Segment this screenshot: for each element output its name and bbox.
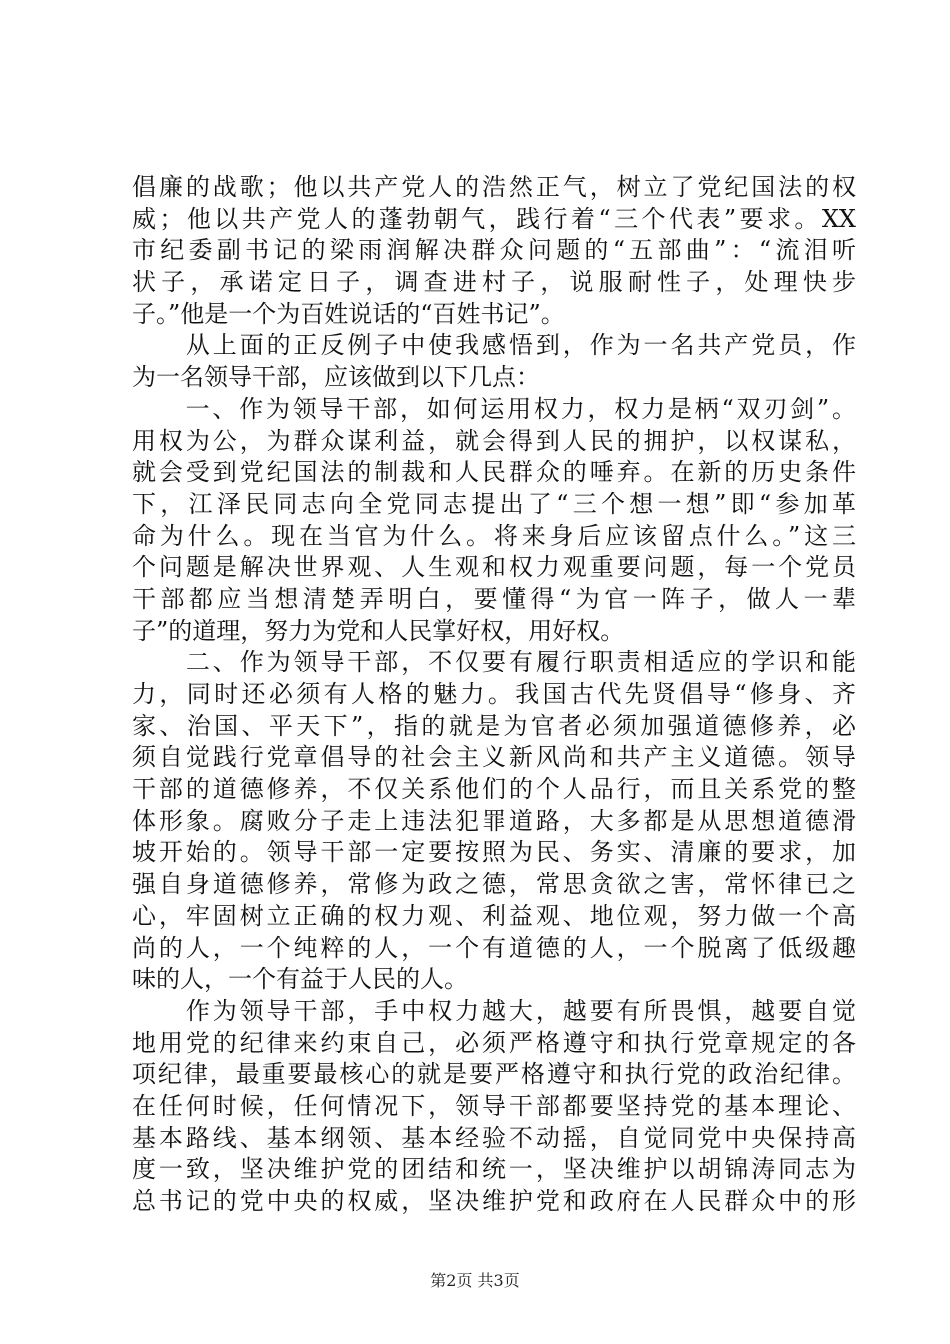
- text-line: 度一致，坚决维护党的团结和统一，坚决维护以胡锦涛同志为: [132, 1155, 856, 1184]
- text-line: 命为什么。现在当官为什么。将来身后应该留点什么。”这三: [132, 521, 856, 550]
- text-line: 二、作为领导干部，不仅要有履行职责相适应的学识和能: [132, 648, 856, 677]
- text-line: 体形象。腐败分子走上违法犯罪道路，大多都是从思想道德滑: [132, 806, 856, 835]
- text-line: 个问题是解决世界观、人生观和权力观重要问题，每一个党员: [132, 553, 856, 582]
- text-line: 家、治国、平天下”，指的就是为官者必须加强道德修养，必: [132, 711, 856, 740]
- text-line: 味的人，一个有益于人民的人。: [132, 965, 468, 994]
- text-line: 子”的道理，努力为党和人民掌好权，用好权。: [132, 616, 625, 645]
- text-line: 力，同时还必须有人格的魅力。我国古代先贤倡导“修身、齐: [132, 680, 856, 708]
- text-line: 从上面的正反例子中使我感悟到，作为一名共产党员，作: [132, 331, 856, 360]
- text-line: 倡廉的战歌；他以共产党人的浩然正气，树立了党纪国法的权: [132, 173, 856, 201]
- text-line: 市纪委副书记的梁雨润解决群众问题的“五部曲”：“流泪听: [132, 236, 856, 265]
- text-line: 在任何时候，任何情况下，领导干部都要坚持党的基本理论、: [132, 1091, 856, 1120]
- text-line: 坡开始的。领导干部一定要按照为民、务实、清廉的要求，加: [132, 838, 856, 867]
- text-line: 一、作为领导干部，如何运用权力，权力是柄“双刃剑”。: [132, 394, 856, 423]
- text-line: 基本路线、基本纲领、基本经验不动摇，自觉同党中央保持高: [132, 1123, 856, 1152]
- text-line: 为一名领导干部，应该做到以下几点：: [132, 363, 540, 392]
- text-line: 地用党的纪律来约束自己，必须严格遵守和执行党章规定的各: [132, 1028, 856, 1057]
- text-line: 心，牢固树立正确的权力观、利益观、地位观，努力做一个高: [132, 901, 856, 930]
- text-line: 强自身道德修养，常修为政之德，常思贪欲之害，常怀律已之: [132, 870, 856, 899]
- body-text: [132, 172, 856, 1218]
- text-line: 项纪律，最重要最核心的就是要严格遵守和执行党的政治纪律。: [132, 1060, 856, 1089]
- text-line: 就会受到党纪国法的制裁和人民群众的唾弃。在新的历史条件: [132, 458, 856, 487]
- text-line: 干部的道德修养，不仅关系他们的个人品行，而且关系党的整: [132, 775, 856, 804]
- text-line: 状子，承诺定日子，调查进村子，说服耐性子，处理快步: [132, 268, 856, 297]
- text-line: 干部都应当想清楚弄明白，要懂得“为官一阵子，做人一辈: [132, 584, 856, 613]
- page-footer: 第2页 共3页: [430, 1271, 520, 1290]
- text-line: 作为领导干部，手中权力越大，越要有所畏惧，越要自觉: [132, 996, 856, 1025]
- text-line: 子。”他是一个为百姓说话的“百姓书记”。: [132, 299, 565, 328]
- text-line: 须自觉践行党章倡导的社会主义新风尚和共产主义道德。领导: [132, 743, 856, 772]
- text-line: 总书记的党中央的权威，坚决维护党和政府在人民群众中的形: [132, 1187, 856, 1215]
- text-line: 威；他以共产党人的蓬勃朝气，践行着“三个代表”要求。XX: [132, 204, 856, 233]
- text-line: 用权为公，为群众谋利益，就会得到人民的拥护，以权谋私，: [132, 426, 856, 455]
- text-line: 尚的人，一个纯粹的人，一个有道德的人，一个脱离了低级趣: [132, 933, 856, 962]
- text-line: 下，江泽民同志向全党同志提出了“三个想一想”即“参加革: [132, 489, 856, 518]
